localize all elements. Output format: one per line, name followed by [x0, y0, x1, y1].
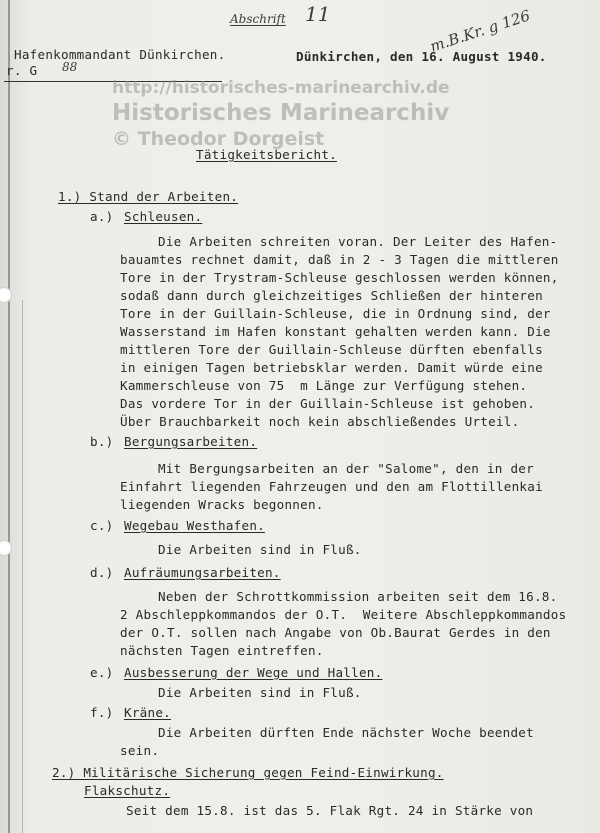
item-d-line: nächsten Tagen eintreffen. [120, 643, 324, 658]
item-b-label: b.) [90, 434, 114, 449]
item-a-title: Schleusen. [124, 209, 203, 224]
item-d-label: d.) [90, 565, 114, 580]
item-c-label: c.) [90, 518, 114, 533]
header-ref-prefix: r. G [6, 63, 38, 78]
header-date: Dünkirchen, den 16. August 1940. [296, 49, 547, 64]
item-f-line: sein. [120, 743, 160, 758]
handwritten-page-number: 11 [305, 2, 331, 26]
margin-line-inner [22, 300, 23, 833]
item-a-line: Über Brauchbarkeit noch kein abschließendes Urteil. [120, 414, 520, 429]
flakschutz-title: Flakschutz. [84, 783, 171, 798]
item-f-title: Kräne. [124, 705, 171, 720]
item-a-line: bauamtes rechnet damit, daß in 2 - 3 Tagen die mittleren [120, 252, 559, 267]
margin-line [8, 0, 10, 833]
item-b-line: Mit Bergungsarbeiten an der "Salome", den in der [158, 461, 534, 476]
item-d-title: Aufräumungsarbeiten. [124, 565, 281, 580]
handwritten-abschrift: Abschrift [230, 12, 286, 26]
item-d-line: 2 Abschleppkommandos der O.T. Weitere Abschleppkommandos [120, 607, 567, 622]
document-title: Tätigkeitsbericht. [196, 147, 337, 162]
item-b-line: liegenden Wracks begonnen. [120, 497, 324, 512]
item-c-line: Die Arbeiten sind in Fluß. [158, 542, 362, 557]
item-b-line: Einfahrt liegenden Fahrzeugen und den am Flottillenkai [120, 479, 543, 494]
item-f-line: Die Arbeiten dürften Ende nächster Woche beendet [158, 725, 534, 740]
flakschutz-line: Seit dem 15.8. ist das 5. Flak Rgt. 24 in Stärke von [126, 803, 534, 818]
punch-hole-top [0, 287, 12, 303]
item-d-line: Neben der Schrottkommission arbeiten seit dem 16.8. [158, 589, 558, 604]
item-b-title: Bergungsarbeiten. [124, 434, 258, 449]
section-1-heading-text: 1.) Stand der Arbeiten. [58, 189, 239, 204]
item-a-label: a.) [90, 209, 114, 224]
watermark-url: http://historisches-marinearchiv.de [112, 78, 450, 98]
item-a-line: in einigen Tagen betriebsklar werden. Damit würde eine [120, 360, 543, 375]
watermark-title: Historisches Marinearchiv [112, 100, 450, 126]
item-a-line: Tore in der Guillain-Schleuse, die in Ordnung sind, der [120, 306, 551, 321]
handwritten-initials: m.B.Kr. g 126 [427, 6, 533, 56]
item-f-label: f.) [90, 705, 114, 720]
handwritten-ref-number: 88 [62, 60, 78, 74]
item-a-line: sodaß dann durch gleichzeitiges Schließen der hinteren [120, 288, 543, 303]
item-a-line: Kammerschleuse von 75 m Länge zur Verfügung stehen. [120, 378, 528, 393]
watermark-copyright: © Theodor Dorgeist [112, 128, 325, 150]
section-1-heading [58, 188, 238, 205]
item-a-line: Das vordere Tor in der Guillain-Schleuse ist gehoben. [120, 396, 536, 411]
item-a-line: mittleren Tore der Guillain-Schleuse dürften ebenfalls [120, 342, 543, 357]
section-2-heading: 2.) Militärische Sicherung gegen Feind-Einwirkung. [52, 765, 444, 780]
item-e-label: e.) [90, 665, 114, 680]
item-a-line: Wasserstand im Hafen konstant gehalten werden kann. Die [120, 324, 551, 339]
item-d-line: der O.T. sollen nach Angabe von Ob.Baurat Gerdes in den [120, 625, 551, 640]
item-e-line: Die Arbeiten sind in Fluß. [158, 685, 362, 700]
header-sender: Hafenkommandant Dünkirchen. [14, 47, 226, 62]
item-a-line: Tore in der Trystram-Schleuse geschlossen werden können, [120, 270, 559, 285]
item-a-line: Die Arbeiten schreiten voran. Der Leiter des Hafen- [158, 234, 558, 249]
item-e-title: Ausbesserung der Wege und Hallen. [124, 665, 383, 680]
punch-hole-bottom [0, 540, 12, 556]
item-c-title: Wegebau Westhafen. [124, 518, 265, 533]
